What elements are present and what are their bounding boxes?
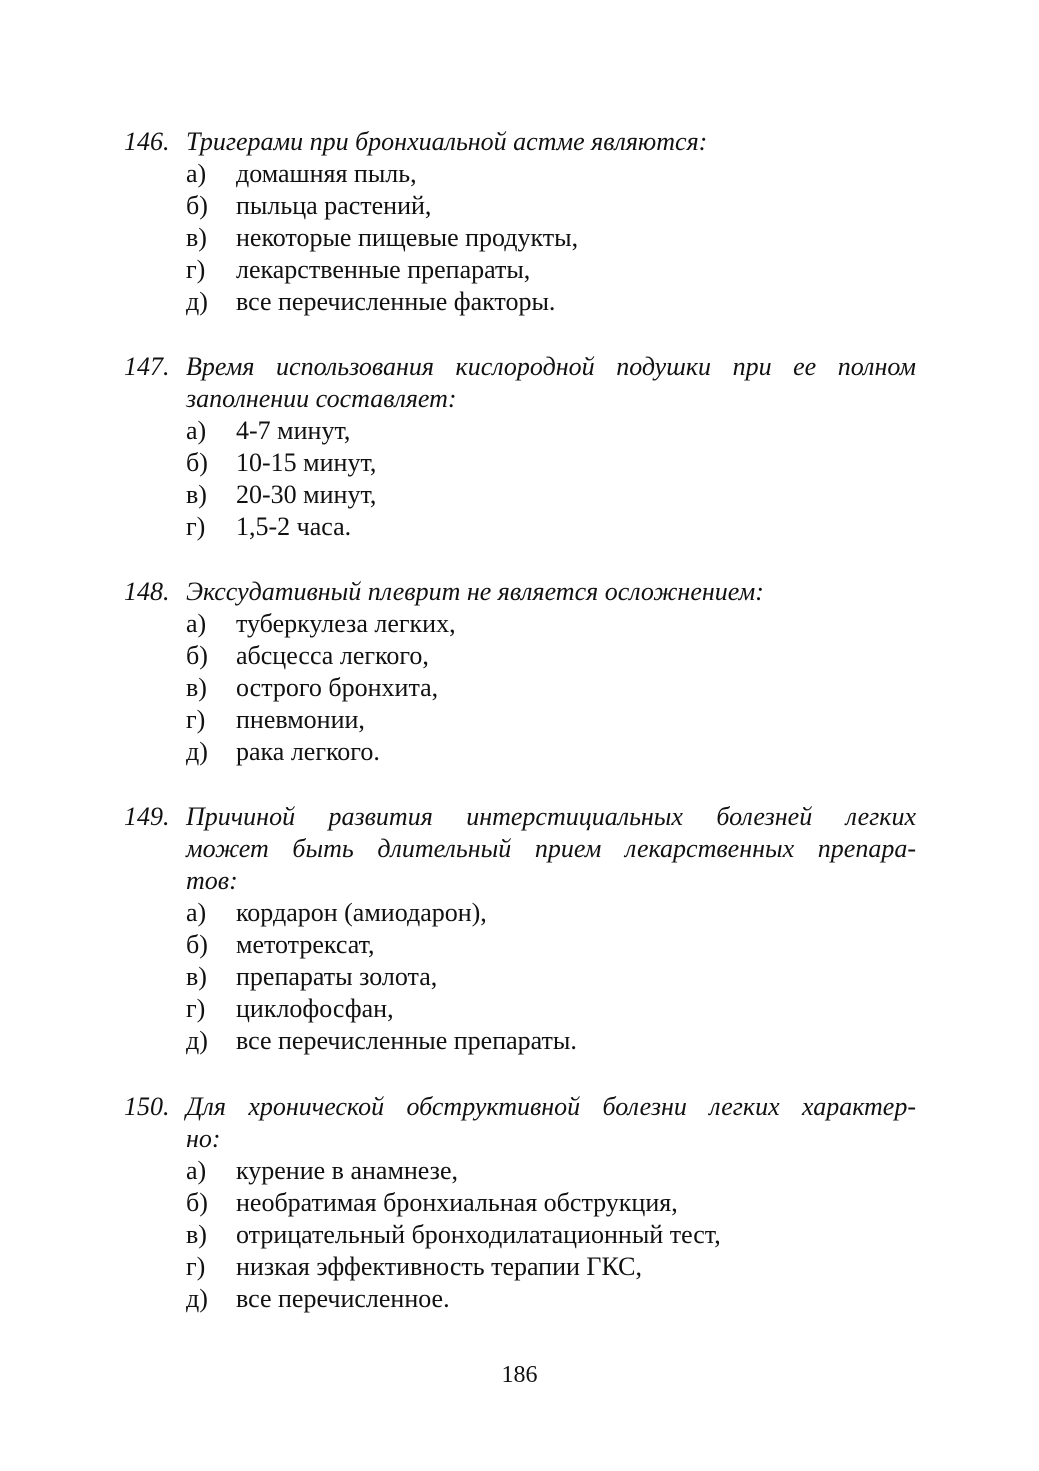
answer-option <box>124 286 916 318</box>
answer-option <box>124 1283 916 1315</box>
question-header <box>124 576 916 608</box>
answer-option <box>124 1251 916 1283</box>
question-text <box>186 1091 916 1155</box>
option-letter: г) <box>186 1252 206 1281</box>
answer-option <box>124 897 916 929</box>
option-text: пыльца растений, <box>236 191 432 220</box>
question-148 <box>124 576 916 768</box>
option-text: рака легкого. <box>236 737 380 766</box>
option-letter: б) <box>186 1188 208 1217</box>
answer-option <box>124 929 916 961</box>
question-146 <box>124 126 916 318</box>
answer-option <box>124 736 916 768</box>
answer-option <box>124 479 916 511</box>
answer-option <box>124 608 916 640</box>
answer-option <box>124 993 916 1025</box>
option-letter: д) <box>186 737 208 766</box>
answer-option <box>124 190 916 222</box>
option-letter: г) <box>186 255 206 284</box>
question-number: 147. <box>124 352 170 381</box>
question-header <box>124 351 916 415</box>
option-text: абсцесса легкого, <box>236 641 429 670</box>
option-letter: д) <box>186 1284 208 1313</box>
option-letter: б) <box>186 641 208 670</box>
option-letter: в) <box>186 1220 207 1249</box>
option-text: все перечисленное. <box>236 1284 450 1313</box>
question-text-line: может быть длительный прием лекарственных препара- <box>186 834 916 863</box>
option-text: 10-15 минут, <box>236 448 377 477</box>
option-text: домашняя пыль, <box>236 159 417 188</box>
option-letter: д) <box>186 287 208 316</box>
option-letter: б) <box>186 191 208 220</box>
option-letter: д) <box>186 1026 208 1055</box>
question-147 <box>124 351 916 543</box>
option-text: метотрексат, <box>236 930 375 959</box>
option-text: отрицательный бронходилатационный тест, <box>236 1220 721 1249</box>
answer-option <box>124 511 916 543</box>
question-text-line: Экссудативный плеврит не является осложнением: <box>186 577 764 606</box>
answer-options <box>124 1155 916 1315</box>
option-letter: в) <box>186 223 207 252</box>
answer-options <box>124 897 916 1057</box>
option-letter: а) <box>186 159 207 188</box>
answer-option <box>124 415 916 447</box>
option-text: туберкулеза легких, <box>236 609 456 638</box>
option-text: препараты золота, <box>236 962 438 991</box>
option-text: циклофосфан, <box>236 994 394 1023</box>
answer-options <box>124 158 916 318</box>
option-text: курение в анамнезе, <box>236 1156 458 1185</box>
question-text <box>186 126 916 158</box>
answer-option <box>124 961 916 993</box>
question-number: 146. <box>124 127 170 156</box>
answer-options <box>124 415 916 543</box>
answer-option <box>124 1025 916 1057</box>
option-letter: а) <box>186 416 207 445</box>
option-letter: г) <box>186 512 206 541</box>
option-text: 1,5-2 часа. <box>236 512 352 541</box>
option-text: все перечисленные факторы. <box>236 287 556 316</box>
option-letter: в) <box>186 962 207 991</box>
option-letter: г) <box>186 994 206 1023</box>
question-header <box>124 1091 916 1155</box>
answer-option <box>124 1187 916 1219</box>
question-text <box>186 576 916 608</box>
option-text: пневмонии, <box>236 705 365 734</box>
option-text: некоторые пищевые продукты, <box>236 223 579 252</box>
question-number: 150. <box>124 1092 170 1121</box>
option-text: 4-7 минут, <box>236 416 351 445</box>
question-text-line: но: <box>186 1124 221 1153</box>
option-text: необратимая бронхиальная обструкция, <box>236 1188 678 1217</box>
question-149 <box>124 801 916 1057</box>
answer-option <box>124 1155 916 1187</box>
option-text: лекарственные препараты, <box>236 255 531 284</box>
option-letter: в) <box>186 480 207 509</box>
option-text: кордарон (амиодарон), <box>236 898 487 927</box>
page-number: 186 <box>501 1362 538 1388</box>
question-text-line: Тригерами при бронхиальной астме являются: <box>186 127 708 156</box>
option-letter: в) <box>186 673 207 702</box>
option-letter: а) <box>186 1156 207 1185</box>
answer-option <box>124 254 916 286</box>
question-text <box>186 351 916 415</box>
option-letter: б) <box>186 448 208 477</box>
question-header <box>124 126 916 158</box>
option-text: 20-30 минут, <box>236 480 377 509</box>
question-header <box>124 801 916 897</box>
answer-options <box>124 608 916 768</box>
option-letter: а) <box>186 609 207 638</box>
question-150 <box>124 1091 916 1315</box>
question-text-line: Для хронической обструктивной болезни легких характер- <box>186 1092 916 1121</box>
question-text-line: Время использования кислородной подушки при ее полном <box>186 352 916 381</box>
question-text-line: тов: <box>186 866 238 895</box>
question-text-line: заполнении составляет: <box>186 384 457 413</box>
option-letter: а) <box>186 898 207 927</box>
option-letter: б) <box>186 930 208 959</box>
answer-option <box>124 158 916 190</box>
answer-option <box>124 222 916 254</box>
answer-option <box>124 640 916 672</box>
answer-option <box>124 704 916 736</box>
answer-option <box>124 672 916 704</box>
answer-option <box>124 447 916 479</box>
option-text: низкая эффективность терапии ГКС, <box>236 1252 642 1281</box>
option-text: острого бронхита, <box>236 673 439 702</box>
answer-option <box>124 1219 916 1251</box>
question-number: 149. <box>124 802 170 831</box>
option-text: все перечисленные препараты. <box>236 1026 577 1055</box>
question-number: 148. <box>124 577 170 606</box>
question-text-line: Причиной развития интерстициальных болезней легких <box>186 802 916 831</box>
option-letter: г) <box>186 705 206 734</box>
question-text <box>186 801 916 897</box>
